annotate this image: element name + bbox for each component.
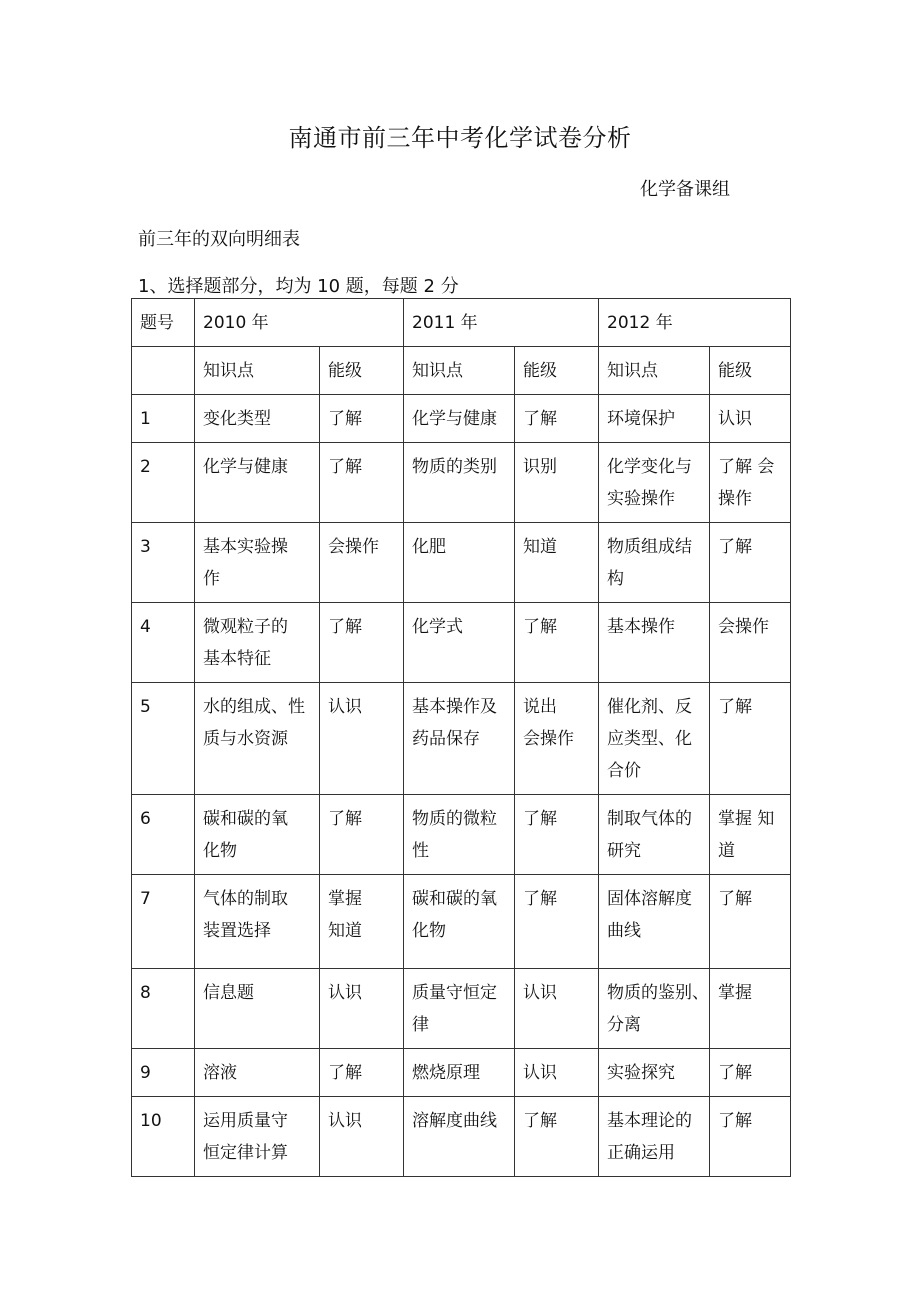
level-2010 [320, 1097, 404, 1177]
level-2011 [515, 969, 599, 1049]
row-num [132, 1049, 195, 1097]
knowledge-2012-text: 环境保护 [607, 409, 676, 429]
subheader-level-2012: 能级 [710, 347, 791, 395]
row-num-text: 5 [140, 697, 151, 717]
level-2012-text: 了解 [718, 697, 753, 717]
level-2012-text: 了解 [718, 537, 753, 557]
level-2010-text: 了解 [328, 409, 362, 429]
knowledge-2011-text: 物质的类别 [412, 457, 498, 477]
knowledge-2011-text: 碳和碳的氧 化物 [412, 889, 498, 941]
knowledge-2010 [195, 603, 320, 683]
level-2010-text: 了解 [328, 809, 362, 829]
level-2011-text: 了解 [523, 617, 558, 637]
knowledge-2012 [599, 603, 710, 683]
level-2011 [515, 523, 599, 603]
knowledge-2012 [599, 875, 710, 969]
level-2012 [710, 875, 791, 969]
level-2011 [515, 395, 599, 443]
table-row [132, 603, 791, 683]
knowledge-2010-text: 信息题 [203, 983, 254, 1003]
knowledge-2011 [404, 395, 515, 443]
level-2012-text: 了解 [718, 1111, 753, 1131]
row-num-text: 8 [140, 983, 151, 1003]
subheader-knowledge-2011: 知识点 [404, 347, 515, 395]
subheader-knowledge-2012: 知识点 [599, 347, 710, 395]
knowledge-2012-text: 制取气体的 研究 [607, 809, 693, 861]
knowledge-2011 [404, 795, 515, 875]
level-2012 [710, 523, 791, 603]
subheader-level-2010: 能级 [320, 347, 404, 395]
knowledge-2011 [404, 969, 515, 1049]
level-2011-text: 认识 [523, 1063, 558, 1083]
row-num [132, 395, 195, 443]
level-2012-text: 会操作 [718, 617, 770, 637]
level-2010-text: 了解 [328, 617, 362, 637]
level-2011-text: 了解 [523, 809, 558, 829]
knowledge-2011-text: 物质的微粒 性 [412, 809, 498, 861]
level-2011-text: 了解 [523, 889, 558, 909]
knowledge-2010-text: 水的组成、性 质与水资源 [203, 697, 305, 749]
row-num-text: 9 [140, 1063, 151, 1083]
level-2010-text: 了解 [328, 1063, 362, 1083]
row-num-text: 6 [140, 809, 151, 829]
header-year-2011: 2011 年 [404, 299, 599, 347]
knowledge-2012 [599, 1049, 710, 1097]
knowledge-2010-text: 气体的制取 装置选择 [203, 889, 288, 941]
level-2011 [515, 1097, 599, 1177]
knowledge-2012 [599, 795, 710, 875]
row-num [132, 603, 195, 683]
level-2010-text: 认识 [328, 697, 362, 717]
level-2012 [710, 969, 791, 1049]
row-num [132, 875, 195, 969]
table-row [132, 683, 791, 795]
level-2011-text: 知道 [523, 537, 558, 557]
knowledge-2010 [195, 395, 320, 443]
level-2011 [515, 875, 599, 969]
level-2010 [320, 1049, 404, 1097]
knowledge-2010-text: 化学与健康 [203, 457, 288, 477]
level-2010-text: 认识 [328, 983, 362, 1003]
knowledge-2010 [195, 875, 320, 969]
row-num [132, 795, 195, 875]
knowledge-2011 [404, 1097, 515, 1177]
knowledge-2010-text: 基本实验操 作 [203, 537, 288, 589]
knowledge-2010-text: 变化类型 [203, 409, 271, 429]
row-num-text: 1 [140, 409, 151, 429]
level-2011 [515, 795, 599, 875]
knowledge-2011-text: 化学式 [412, 617, 464, 637]
row-num-text: 10 [140, 1111, 162, 1131]
level-2012 [710, 1097, 791, 1177]
knowledge-2011 [404, 443, 515, 523]
knowledge-2011 [404, 683, 515, 795]
level-2011-text: 说出 会操作 [523, 697, 575, 749]
level-2012 [710, 395, 791, 443]
level-2011 [515, 603, 599, 683]
knowledge-2012-text: 基本操作 [607, 617, 676, 637]
header-year-2010: 2010 年 [195, 299, 404, 347]
row-num-text: 7 [140, 889, 151, 909]
row-num [132, 443, 195, 523]
level-2010-text: 掌握 知道 [328, 889, 362, 941]
knowledge-2010 [195, 523, 320, 603]
level-2010 [320, 523, 404, 603]
knowledge-2012-text: 物质的鉴别、 分离 [607, 983, 710, 1035]
level-2011-text: 识别 [523, 457, 558, 477]
level-2010 [320, 683, 404, 795]
header-year-2012: 2012 年 [599, 299, 791, 347]
table-row [132, 1097, 791, 1177]
knowledge-2012-text: 催化剂、反 应类型、化 合价 [607, 697, 693, 781]
level-2010 [320, 443, 404, 523]
level-2010-text: 会操作 [328, 537, 379, 557]
level-2012 [710, 683, 791, 795]
knowledge-2011-text: 燃烧原理 [412, 1063, 481, 1083]
table-row [132, 969, 791, 1049]
knowledge-2012 [599, 683, 710, 795]
knowledge-2011 [404, 523, 515, 603]
row-num [132, 683, 195, 795]
subheader-level-2011: 能级 [515, 347, 599, 395]
subtitle: 前三年的双向明细表 [138, 229, 300, 250]
row-num-text: 3 [140, 537, 151, 557]
knowledge-2011 [404, 1049, 515, 1097]
knowledge-2012 [599, 1097, 710, 1177]
row-num [132, 969, 195, 1049]
knowledge-2010 [195, 683, 320, 795]
level-2012-text: 了解 会 操作 [718, 457, 775, 509]
level-2011-text: 认识 [523, 983, 558, 1003]
level-2010 [320, 395, 404, 443]
header-num: 题号 [132, 299, 195, 347]
knowledge-2012-text: 实验探究 [607, 1063, 676, 1083]
knowledge-2010-text: 碳和碳的氧 化物 [203, 809, 288, 861]
level-2012 [710, 443, 791, 523]
knowledge-2010-text: 溶液 [203, 1063, 237, 1083]
table-row [132, 1049, 791, 1097]
level-2012 [710, 1049, 791, 1097]
level-2012 [710, 795, 791, 875]
knowledge-2012-text: 基本理论的 正确运用 [607, 1111, 693, 1163]
knowledge-2010 [195, 795, 320, 875]
knowledge-2011-text: 溶解度曲线 [412, 1111, 498, 1131]
level-2012-text: 掌握 知 道 [718, 809, 775, 861]
knowledge-2011 [404, 875, 515, 969]
table-header-row [132, 299, 791, 347]
table-subheader-row [132, 347, 791, 395]
knowledge-2012 [599, 395, 710, 443]
level-2011 [515, 1049, 599, 1097]
level-2012-text: 认识 [718, 409, 753, 429]
exam-analysis-table [131, 298, 791, 1177]
level-2010-text: 了解 [328, 457, 362, 477]
level-2010 [320, 969, 404, 1049]
table-row [132, 795, 791, 875]
knowledge-2012-text: 化学变化与 实验操作 [607, 457, 693, 509]
subheader-knowledge-2010: 知识点 [195, 347, 320, 395]
level-2011-text: 了解 [523, 1111, 558, 1131]
knowledge-2011-text: 基本操作及 药品保存 [412, 697, 498, 749]
row-num [132, 1097, 195, 1177]
table-row [132, 875, 791, 969]
row-num [132, 523, 195, 603]
knowledge-2012-text: 物质组成结 构 [607, 537, 693, 589]
level-2012-text: 了解 [718, 1063, 753, 1083]
table-row [132, 523, 791, 603]
knowledge-2012-text: 固体溶解度 曲线 [607, 889, 693, 941]
section-heading: 1、选择题部分，均为 10 题，每题 2 分 [138, 276, 459, 297]
subheader-empty [132, 347, 195, 395]
level-2012-text: 了解 [718, 889, 753, 909]
row-num-text: 2 [140, 457, 151, 477]
knowledge-2010 [195, 1097, 320, 1177]
knowledge-2010-text: 运用质量守 恒定律计算 [203, 1111, 288, 1163]
level-2012 [710, 603, 791, 683]
knowledge-2011 [404, 603, 515, 683]
knowledge-2010 [195, 443, 320, 523]
knowledge-2011-text: 化肥 [412, 537, 447, 557]
level-2011 [515, 443, 599, 523]
document-title: 南通市前三年中考化学试卷分析 [288, 124, 632, 152]
level-2011 [515, 683, 599, 795]
knowledge-2011-text: 质量守恒定 律 [412, 983, 498, 1035]
level-2012-text: 掌握 [718, 983, 753, 1003]
level-2010 [320, 875, 404, 969]
knowledge-2012 [599, 969, 710, 1049]
level-2010 [320, 795, 404, 875]
table-row [132, 443, 791, 523]
knowledge-2012 [599, 443, 710, 523]
table-row [132, 395, 791, 443]
row-num-text: 4 [140, 617, 151, 637]
knowledge-2010 [195, 969, 320, 1049]
level-2010-text: 认识 [328, 1111, 362, 1131]
level-2011-text: 了解 [523, 409, 558, 429]
knowledge-2010-text: 微观粒子的 基本特征 [203, 617, 288, 669]
level-2010 [320, 603, 404, 683]
knowledge-2010 [195, 1049, 320, 1097]
knowledge-2012 [599, 523, 710, 603]
author-label: 化学备课组 [640, 179, 730, 200]
knowledge-2011-text: 化学与健康 [412, 409, 498, 429]
